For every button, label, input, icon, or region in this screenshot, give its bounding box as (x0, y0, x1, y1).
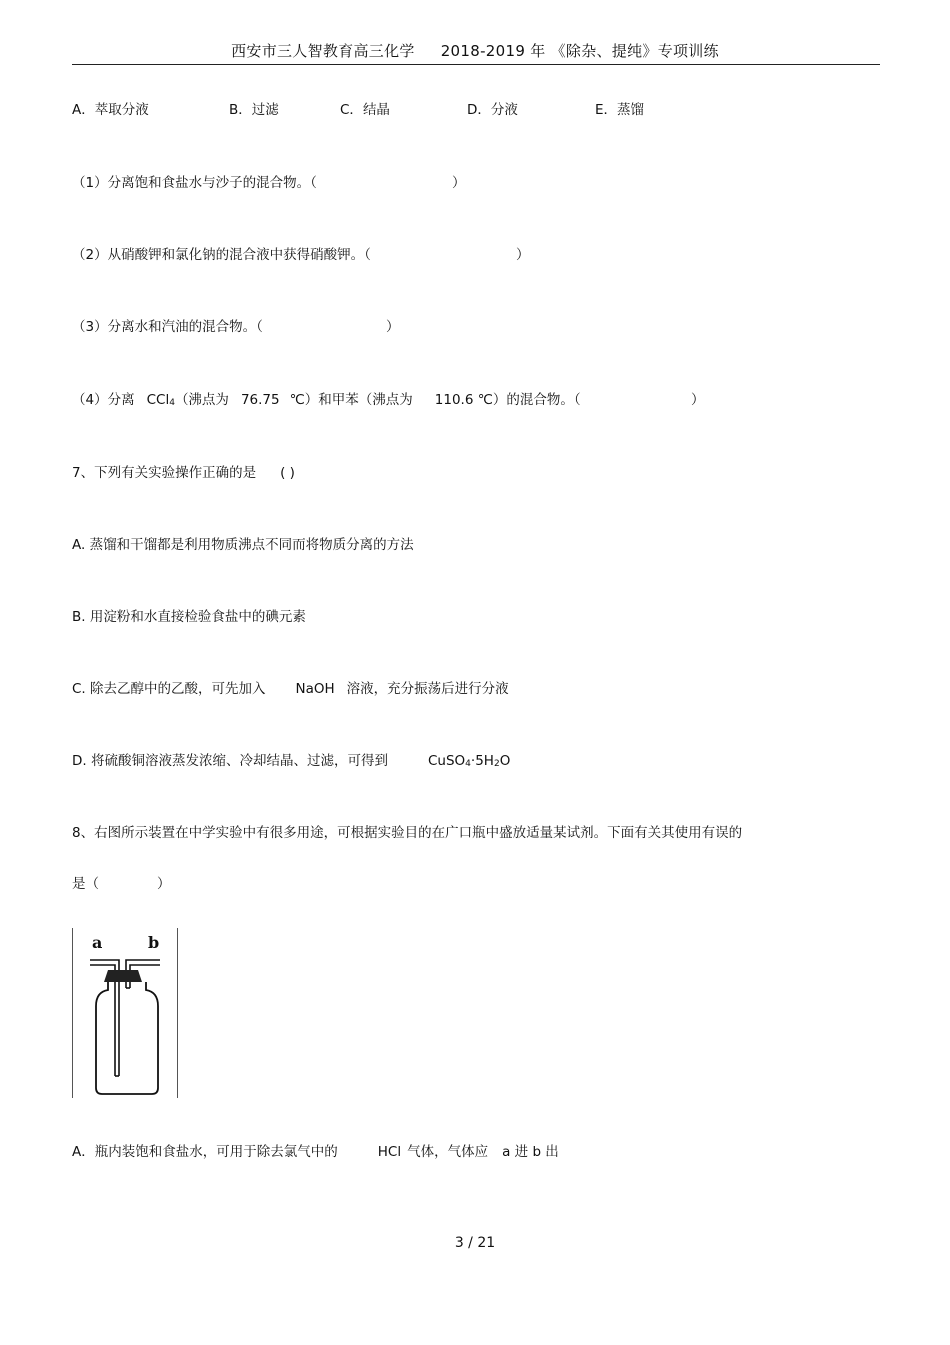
question-7-option-b: B. 用淀粉和水直接检验食盐中的碘元素 (72, 609, 306, 625)
question-8-stem: 8、右图所示装置在中学实验中有很多用途，可根据实验目的在广口瓶中盛放适量某试剂。下面有关其使用有误的 (72, 825, 743, 841)
option-b: B．过滤 (229, 102, 279, 118)
answer-paren-close-4: ） (691, 392, 705, 408)
answer-paren-close-1: ） (452, 175, 466, 191)
question-7-option-a: A. 蒸馏和干馏都是利用物质沸点不同而将物质分离的方法 (72, 537, 414, 553)
gas-washing-bottle-icon (72, 928, 178, 1098)
answer-paren-close-2: ） (516, 247, 530, 263)
answer-paren-close-3: ） (386, 319, 400, 335)
answer-paren: ( ) (280, 465, 295, 481)
header-title-left: 西安市三人智教育高三化学 (231, 42, 415, 60)
question-8-option-a: A．瓶内装饱和食盐水，可用于除去氯气中的 HCl 气体，气体应 a 进 b 出 (72, 1144, 559, 1160)
option-e: E．蒸馏 (595, 102, 645, 118)
sub-question-3: （3）分离水和汽油的混合物。（ (72, 319, 263, 335)
sub-question-1: （1）分离饱和食盐水与沙子的混合物。（ (72, 175, 317, 191)
page-header (0, 40, 950, 61)
gas-washing-bottle-figure (72, 928, 178, 1098)
sub-question-2: （2）从硝酸钾和氯化钠的混合液中获得硝酸钾。（ (72, 247, 371, 263)
question-7-option-d: D. 将硫酸铜溶液蒸发浓缩、冷却结晶、过滤，可得到 $CuSO_4\cdot 5H_2O$ (72, 753, 511, 769)
option-d: D．分液 (467, 102, 518, 118)
option-a: A．萃取分液 (72, 102, 149, 118)
page-number: 3 / 21 (454, 1235, 496, 1251)
header-rule (72, 64, 880, 65)
question-7-stem: 7、下列有关实验操作正确的是 ( ) (72, 465, 295, 481)
label-b: b (148, 933, 160, 952)
option-c: C．结晶 (340, 102, 390, 118)
sub-question-4: （4）分离 CCl$_4$（沸点为 76.75 ℃）和甲苯（沸点为 110.6 ℃）的混合物。（ (72, 392, 581, 408)
label-a: a (92, 933, 103, 952)
question-7-option-c: C. 除去乙醇中的乙酸，可先加入 NaOH 溶液，充分振荡后进行分液 (72, 681, 509, 697)
header-title-right: 2018-2019 年 《除杂、提纯》专项训练 (440, 42, 719, 60)
question-8-stem-continued: 是（ ） (72, 876, 171, 892)
